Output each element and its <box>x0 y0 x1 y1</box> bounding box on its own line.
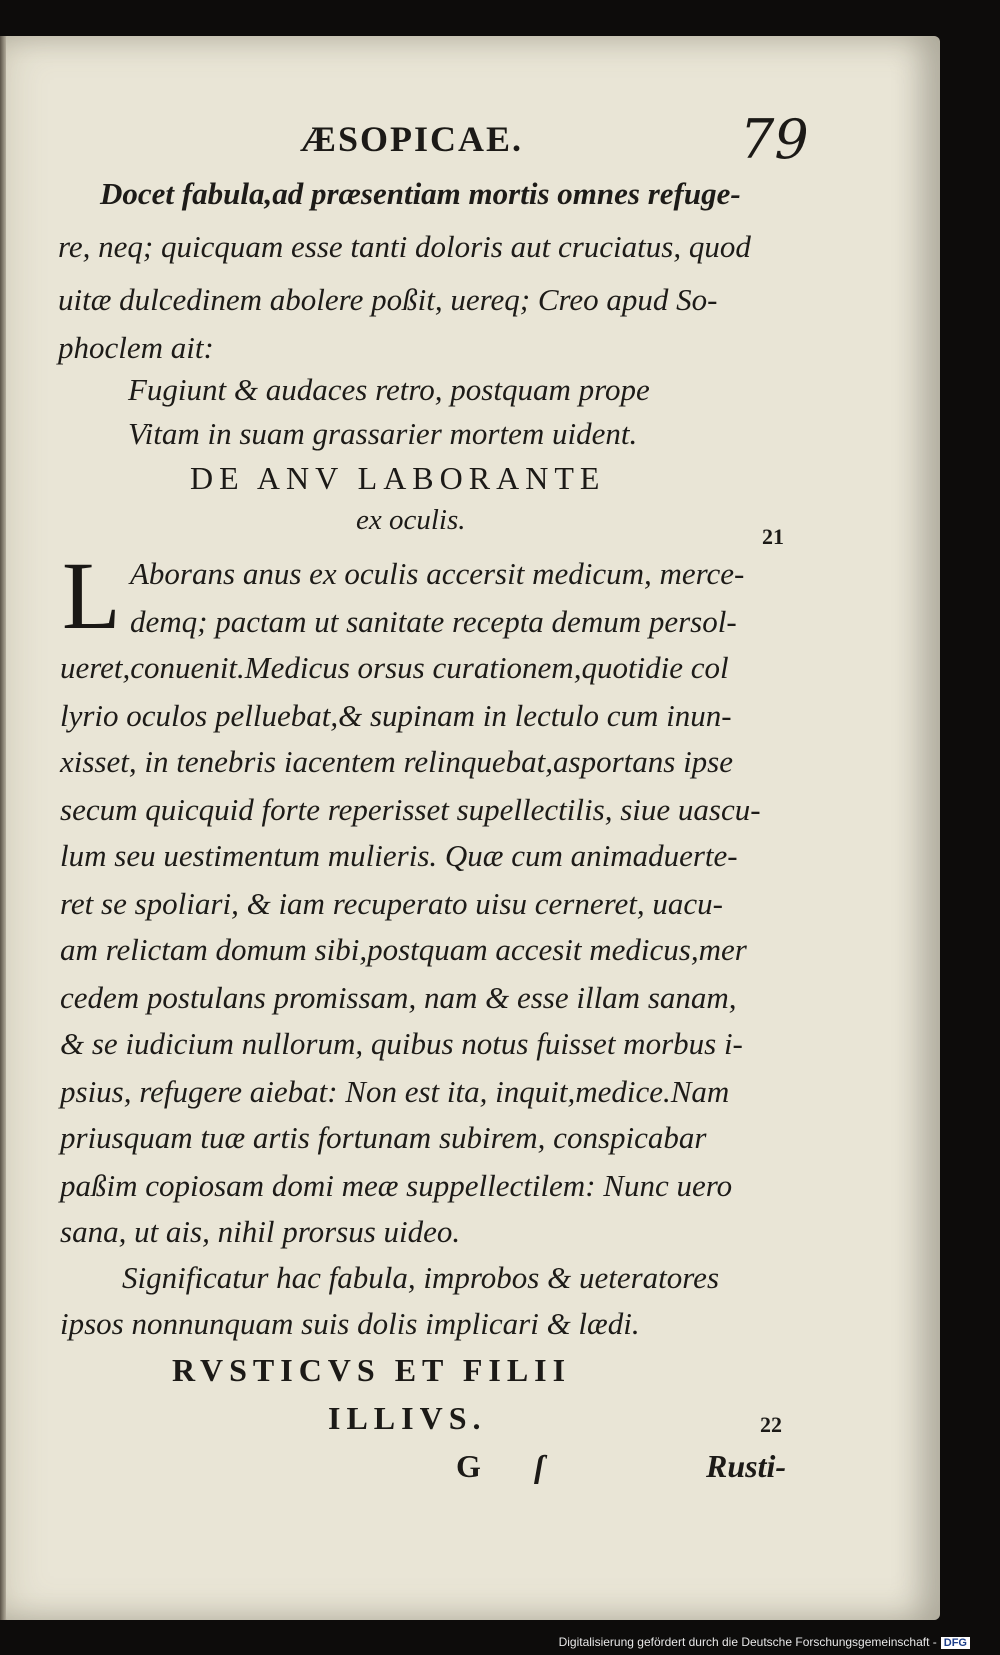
running-head: ÆSOPICAE. <box>300 119 524 159</box>
body-line: paßim copiosam domi meæ suppellectilem: Nunc uero <box>60 1168 733 1203</box>
body-line: secum quicquid forte reperisset supellectilis, siue uascu- <box>60 792 761 827</box>
next-fable-number: 22 <box>760 1412 782 1437</box>
next-fable-title: RVSTICVS ET FILII <box>172 1352 572 1388</box>
moral-line: phoclem ait: <box>58 330 214 365</box>
fable-title: DE ANV LABORANTE <box>190 460 606 496</box>
signature-mark: G <box>456 1448 481 1484</box>
body-line: am relictam domum sibi,postquam accesit medicus,mer <box>60 932 747 967</box>
body-line: priusquam tuæ artis fortunam subirem, conspicabar <box>60 1120 707 1155</box>
body-line: Aborans anus ex oculis accersit medicum, merce- <box>130 556 745 591</box>
body-line: lum seu uestimentum mulieris. Quæ cum animaduerte- <box>60 838 738 873</box>
moral-line: Docet fabula,ad præsentiam mortis omnes refuge- <box>100 176 741 211</box>
body-line: & se iudicium nullorum, quibus notus fuisset morbus i- <box>60 1026 743 1061</box>
body-line: ret se spoliari, & iam recuperato uisu cerneret, uacu- <box>60 886 723 921</box>
fable-subtitle: ex oculis. <box>356 504 466 536</box>
body-line: lyrio oculos pelluebat,& supinam in lectulo cum inun- <box>60 698 732 733</box>
body-line: sana, ut ais, nihil prorsus uideo. <box>60 1214 461 1249</box>
credit-text: Digitalisierung gefördert durch die Deutsche Forschungsgemeinschaft - <box>558 1635 937 1649</box>
verse-line: Fugiunt & audaces retro, postquam prope <box>128 372 650 407</box>
dfg-logo-icon: DFG <box>941 1637 970 1649</box>
moral-line: re, neq; quicquam esse tanti doloris aut cruciatus, quod <box>58 229 751 264</box>
next-fable-subtitle: ILLIVS. <box>328 1400 487 1436</box>
moral-line: uitæ dulcedinem abolere poßit, uereq; Creo apud So- <box>58 282 718 317</box>
digitization-credit <box>559 1635 970 1649</box>
page-number: 79 <box>740 108 809 171</box>
body-line: cedem postulans promissam, nam & esse illam sanam, <box>60 980 737 1015</box>
catchword: Rusti- <box>706 1448 787 1484</box>
signature-ornament: ſ <box>534 1448 545 1484</box>
moral-line: ipsos nonnunquam suis dolis implicari & lædi. <box>60 1306 640 1341</box>
verse-line: Vitam in suam grassarier mortem uident. <box>128 416 638 451</box>
body-line: ueret,conuenit.Medicus orsus curationem,quotidie col <box>60 650 729 685</box>
body-line: demq; pactam ut sanitate recepta demum persol- <box>130 604 737 639</box>
fable-number: 21 <box>762 524 784 549</box>
body-line: xisset, in tenebris iacentem relinquebat,asportans ipse <box>60 744 734 779</box>
drop-cap: L <box>62 542 121 649</box>
body-line: psius, refugere aiebat: Non est ita, inquit,medice.Nam <box>60 1074 730 1109</box>
moral-line: Significatur hac fabula, improbos & ueteratores <box>122 1260 720 1295</box>
